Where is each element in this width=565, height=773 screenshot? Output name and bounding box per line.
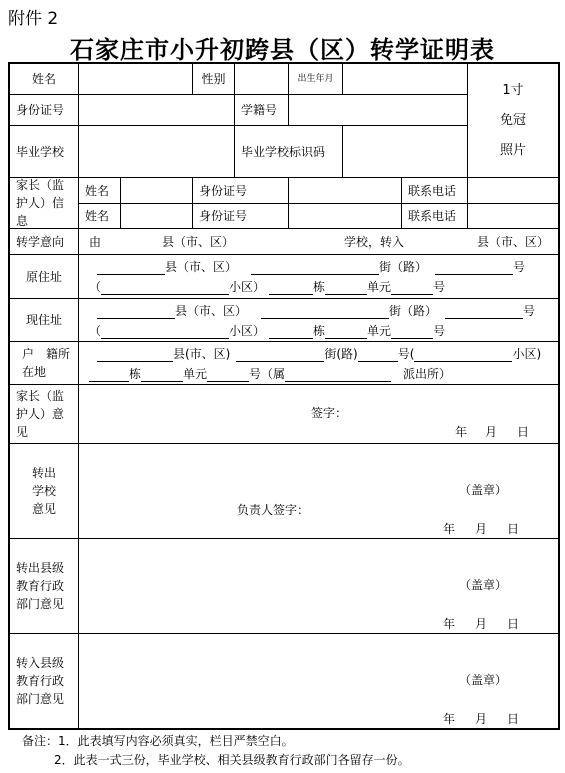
guardian2-id-label: 身份证号 (192, 203, 289, 229)
orig-addr-hao: 号 (433, 280, 446, 294)
transfer-intent-field[interactable] (78, 228, 559, 255)
orig-addr-unit: 单元 (367, 280, 392, 294)
orig-addr-label: 原住址 (9, 254, 79, 299)
photo-box (467, 63, 559, 178)
hukou-station: 派出所） (403, 367, 452, 381)
note-line-1: 备注：1．此表填写内容必须真实，栏目严禁空白。 (22, 734, 294, 748)
in-county-date-year: 年 (443, 712, 456, 726)
guardian2-phone-label: 联系电话 (401, 203, 468, 229)
in-county-date-day: 日 (507, 712, 520, 726)
notes (22, 732, 410, 770)
out-school-opinion-label: 转出学校意见 (9, 443, 79, 539)
hukou-building: 栋 (129, 367, 142, 381)
gender-field[interactable] (234, 63, 289, 95)
curr-addr-field[interactable] (78, 298, 559, 342)
guardian1-phone-label: 联系电话 (401, 177, 468, 204)
guardian-signature-label: 签字： (311, 406, 348, 420)
curr-addr-county: 县（市、区） (175, 304, 248, 318)
hukou-label: 户 籍所在地 (9, 341, 79, 385)
student-no-field[interactable] (288, 94, 468, 126)
transfer-from: 由 (89, 235, 102, 249)
id-field[interactable] (78, 94, 235, 126)
in-county-seal: （盖章） (459, 673, 508, 687)
guardian2-name-field[interactable] (120, 203, 193, 229)
orig-addr-building: 栋 (313, 280, 326, 294)
orig-addr-open: （ (89, 280, 102, 294)
out-school-responsible: 负责人签字： (237, 503, 310, 517)
curr-addr-street: 街（路） (389, 304, 438, 318)
out-school-date-month: 月 (475, 522, 488, 536)
curr-addr-unit: 单元 (367, 324, 392, 338)
out-county-seal: （盖章） (459, 578, 508, 592)
out-county-date-day: 日 (507, 617, 520, 631)
orig-addr-county: 县（市、区） (165, 260, 238, 274)
guardian2-id-field[interactable] (288, 203, 402, 229)
out-county-opinion-label: 转出县级教育行政部门意见 (9, 538, 79, 634)
guardian-info-label: 家长（监护人）信息 (9, 177, 79, 229)
id-label: 身份证号 (9, 94, 79, 126)
curr-addr-open: （ (89, 324, 102, 338)
out-county-opinion-field[interactable] (78, 538, 559, 634)
out-school-opinion-field[interactable] (78, 443, 559, 539)
name-field[interactable] (78, 63, 193, 95)
transfer-county-in: 县（市、区） (477, 235, 550, 249)
in-county-opinion-label: 转入县级教育行政部门意见 (9, 633, 79, 729)
curr-addr-building: 栋 (313, 324, 326, 338)
photo-text-hat: 免冠 (499, 112, 526, 128)
hukou-street: 街(路) (324, 347, 358, 361)
guardian1-name-label: 姓名 (78, 177, 121, 204)
in-county-date-month: 月 (475, 712, 488, 726)
guardian-opinion-label: 家长（监护人）意见 (9, 384, 79, 444)
curr-addr-label: 现住址 (9, 298, 79, 342)
photo-text-size: 1寸 (502, 82, 524, 98)
transfer-county-out: 县（市、区） (162, 235, 235, 249)
guardian-date-day: 日 (517, 425, 530, 439)
out-school-date-year: 年 (443, 522, 456, 536)
orig-addr-street: 街（路） (379, 260, 428, 274)
in-county-opinion-field[interactable] (78, 633, 559, 729)
birth-field[interactable] (342, 63, 468, 95)
birth-label: 出生年月 (288, 63, 343, 95)
attachment-label: 附件 2 (8, 9, 59, 29)
guardian-date-month: 月 (485, 425, 498, 439)
orig-addr-number: 号 (513, 260, 526, 274)
out-school-seal: （盖章） (459, 483, 508, 497)
grad-school-code-field[interactable] (342, 125, 468, 178)
hukou-unit: 单元 (183, 367, 208, 381)
student-no-label: 学籍号 (234, 94, 289, 126)
guardian1-name-field[interactable] (120, 177, 193, 204)
transfer-certificate-form (8, 62, 560, 730)
hukou-belong: 号（属 (249, 367, 286, 381)
out-county-date-month: 月 (475, 617, 488, 631)
name-label: 姓名 (9, 63, 79, 95)
grad-school-label: 毕业学校 (9, 125, 79, 178)
guardian1-id-field[interactable] (288, 177, 402, 204)
photo-text-photo: 照片 (499, 142, 526, 158)
page-title: 石家庄市小升初跨县（区）转学证明表 (70, 36, 495, 64)
curr-addr-number: 号 (523, 304, 536, 318)
hukou-field[interactable] (78, 341, 559, 385)
guardian1-id-label: 身份证号 (192, 177, 289, 204)
out-school-date-day: 日 (507, 522, 520, 536)
transfer-intent-label: 转学意向 (9, 228, 79, 255)
orig-addr-field[interactable] (78, 254, 559, 299)
guardian2-phone-field[interactable] (467, 203, 559, 229)
curr-addr-district: 小区） (229, 324, 266, 338)
hukou-district: 小区) (512, 347, 542, 361)
transfer-school: 学校，转入 (344, 235, 405, 249)
guardian1-phone-field[interactable] (467, 177, 559, 204)
hukou-number: 号( (397, 347, 415, 361)
guardian-date-year: 年 (455, 425, 468, 439)
hukou-county: 县(市、区) (173, 347, 231, 361)
out-county-date-year: 年 (443, 617, 456, 631)
guardian2-name-label: 姓名 (78, 203, 121, 229)
orig-addr-district: 小区） (229, 280, 266, 294)
grad-school-code-label: 毕业学校标识码 (234, 125, 343, 178)
guardian-opinion-field[interactable] (78, 384, 559, 444)
curr-addr-hao: 号 (433, 324, 446, 338)
grad-school-field[interactable] (78, 125, 235, 178)
gender-label: 性别 (192, 63, 235, 95)
note-line-2: 2．此表一式三份，毕业学校、相关县级教育行政部门各留存一份。 (54, 753, 410, 767)
